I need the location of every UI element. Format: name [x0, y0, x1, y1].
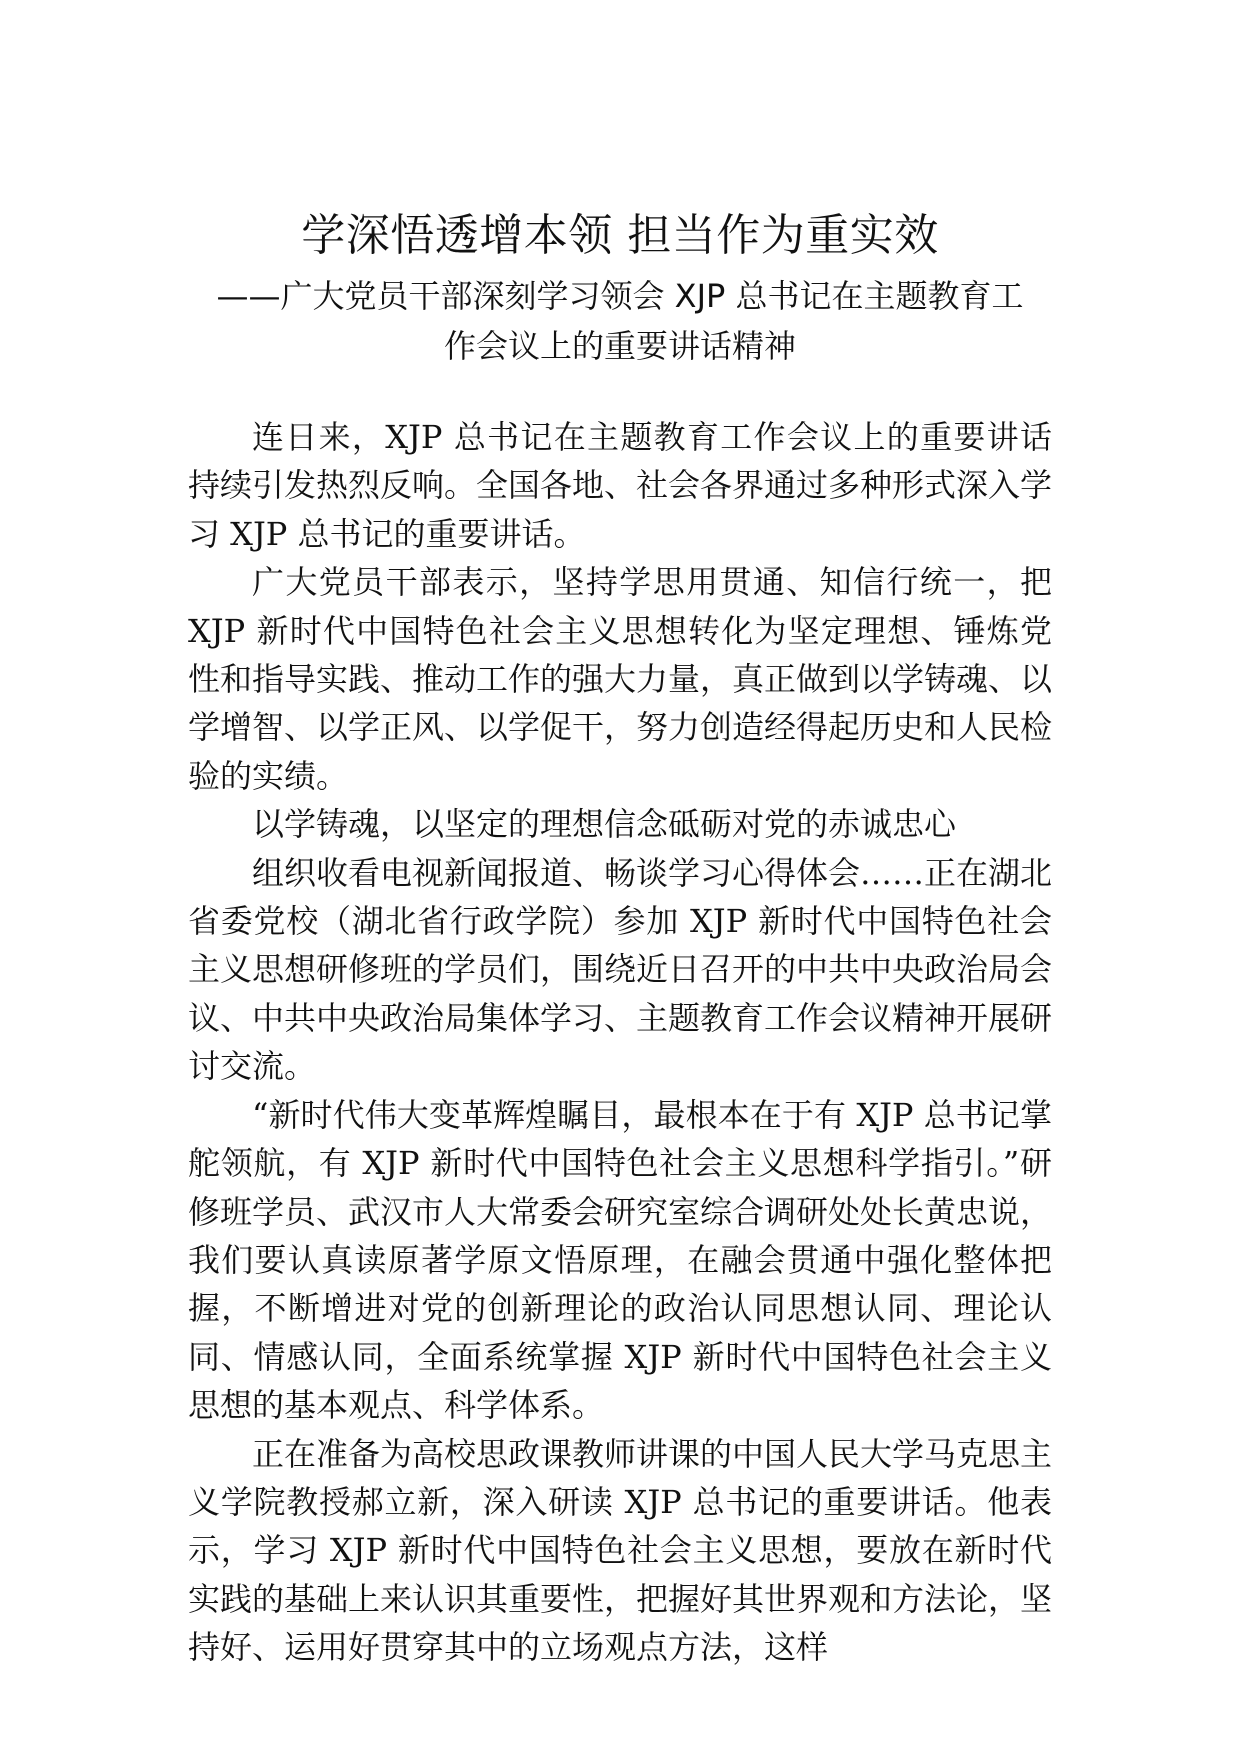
- paragraph: 组织收看电视新闻报道、畅谈学习心得体会……正在湖北省委党校（湖北省行政学院）参加 XJP 新时代中国特色社会主义思想研修班的学员们，围绕近日召开的中共中央政治局会议、中共中央政治局集体学习、主题教育工作会议精神开展研讨交流。: [188, 853, 1053, 1086]
- document-subtitle: [188, 271, 1052, 371]
- document-title: 学深悟透增本领 担当作为重实效: [301, 210, 939, 261]
- paragraph: “新时代伟大变革辉煌瞩目，最根本在于有 XJP 总书记掌舵领航，有 XJP 新时代中国特色社会主义思想科学指引。”研修班学员、武汉市人大常委会研究室综合调研处处长黄忠说，我们要认真读原著学原文悟原理，在融会贯通中强化整体把握，不断增进对党的创新理论的政治认同思想认同、理论认同、情感认同，全面系统掌握 XJP 新时代中国特色社会主义思想的基本观点、科学体系。: [188, 1095, 1053, 1425]
- subtitle-line-1: ——广大党员干部深刻学习领会 XJP 总书记在主题教育工: [216, 277, 1024, 315]
- subtitle-line-2: 作会议上的重要讲话精神: [443, 327, 796, 365]
- section-heading: 以学铸魂，以坚定的理想信念砥砺对党的赤诚忠心: [252, 805, 957, 844]
- document-page: [188, 205, 1052, 1672]
- document-body: [188, 413, 1052, 1672]
- paragraph: 连日来，XJP 总书记在主题教育工作会议上的重要讲话持续引发热烈反响。全国各地、社会各界通过多种形式深入学习 XJP 总书记的重要讲话。: [188, 418, 1053, 553]
- paragraph: 广大党员干部表示，坚持学思用贯通、知信行统一，把 XJP 新时代中国特色社会主义思想转化为坚定理想、锤炼党性和指导实践、推动工作的强大力量，真正做到以学铸魂、以学增智、以学正风、以学促干，努力创造经得起历史和人民检验的实绩。: [188, 563, 1053, 795]
- paragraph: 正在准备为高校思政课教师讲课的中国人民大学马克思主义学院教授郝立新，深入研读 XJP 总书记的重要讲话。他表示，学习 XJP 新时代中国特色社会主义思想，要放在新时代实践的基础上来认识其重要性，把握好其世界观和方法论，坚持好、运用好贯穿其中的立场观点方法，这样: [188, 1434, 1053, 1667]
